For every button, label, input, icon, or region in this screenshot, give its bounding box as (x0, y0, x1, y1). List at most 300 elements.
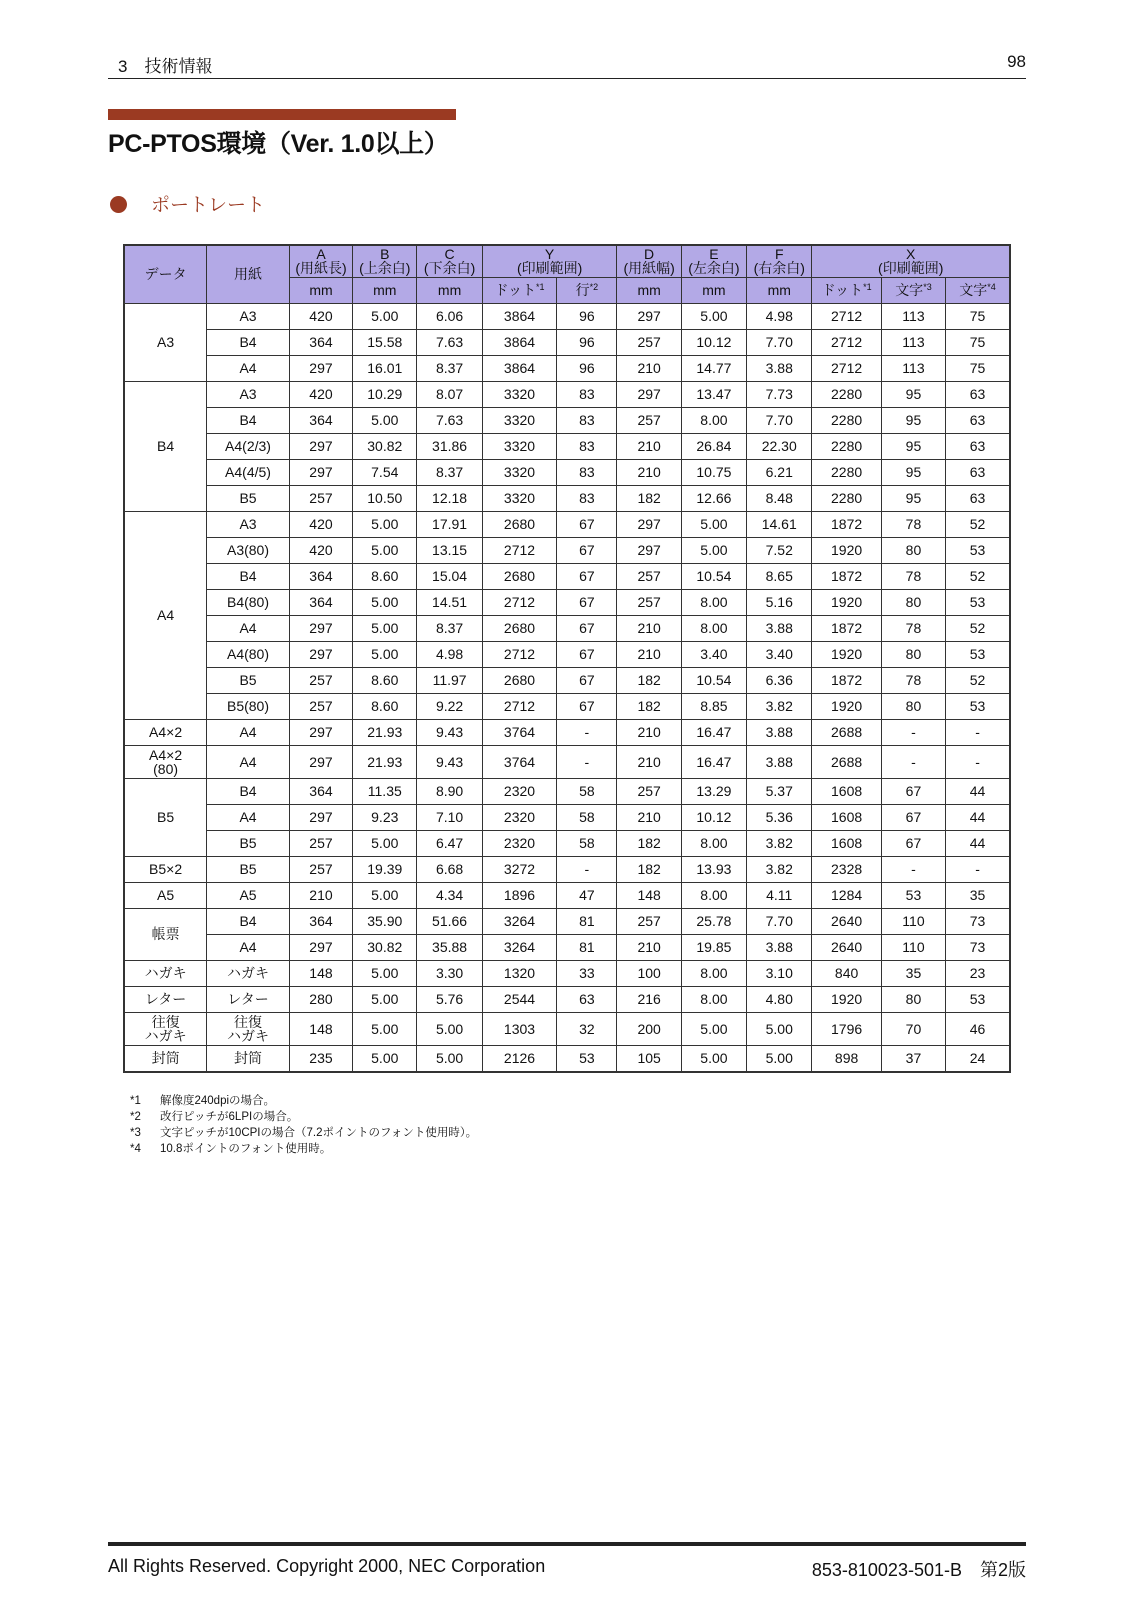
value-cell: 364 (289, 589, 352, 615)
value-cell: 1608 (812, 830, 881, 856)
value-cell: 182 (617, 830, 681, 856)
value-cell: 8.60 (353, 693, 417, 719)
value-cell: 210 (617, 934, 681, 960)
value-cell: 8.37 (417, 615, 482, 641)
unit-header: mm (417, 277, 482, 303)
value-cell: 26.84 (681, 433, 746, 459)
value-cell: 63 (557, 986, 617, 1012)
value-cell: 2688 (812, 745, 881, 778)
table-row (124, 459, 1010, 485)
value-cell: 5.00 (353, 589, 417, 615)
table-row (124, 355, 1010, 381)
paper-cell: A4 (207, 719, 290, 745)
value-cell: 1303 (482, 1012, 557, 1045)
value-cell: 1872 (812, 667, 881, 693)
paper-cell: B5 (207, 830, 290, 856)
value-cell: 9.22 (417, 693, 482, 719)
table-row (124, 986, 1010, 1012)
value-cell: 5.00 (353, 511, 417, 537)
value-cell: 8.85 (681, 693, 746, 719)
value-cell: 297 (289, 355, 352, 381)
value-cell: 113 (881, 355, 945, 381)
value-cell: 3320 (482, 433, 557, 459)
value-cell: 58 (557, 778, 617, 804)
value-cell: 9.43 (417, 719, 482, 745)
value-cell: 83 (557, 433, 617, 459)
value-cell: 51.66 (417, 908, 482, 934)
value-cell: 3764 (482, 745, 557, 778)
paper-cell: A4 (207, 804, 290, 830)
value-cell: 2712 (482, 641, 557, 667)
value-cell: 3264 (482, 908, 557, 934)
value-cell: 2712 (482, 693, 557, 719)
value-cell: 5.36 (747, 804, 812, 830)
value-cell: 210 (617, 615, 681, 641)
value-cell: 63 (946, 459, 1010, 485)
table-row (124, 407, 1010, 433)
col-header-d: D (用紙幅) (617, 245, 681, 277)
value-cell: 1284 (812, 882, 881, 908)
value-cell: 5.00 (417, 1045, 482, 1072)
table-row (124, 719, 1010, 745)
value-cell: 32 (557, 1012, 617, 1045)
value-cell: 7.70 (747, 908, 812, 934)
value-cell: 8.00 (681, 882, 746, 908)
page-number: 98 (1007, 52, 1026, 71)
value-cell: 3.10 (747, 960, 812, 986)
value-cell: 44 (946, 830, 1010, 856)
value-cell: 96 (557, 355, 617, 381)
value-cell: 83 (557, 381, 617, 407)
value-cell: 5.00 (417, 1012, 482, 1045)
value-cell: 63 (946, 381, 1010, 407)
value-cell: 19.39 (353, 856, 417, 882)
value-cell: 2712 (812, 303, 881, 329)
unit-header: mm (353, 277, 417, 303)
table-row (124, 882, 1010, 908)
paper-cell: B4 (207, 407, 290, 433)
paper-cell: B4(80) (207, 589, 290, 615)
value-cell: 67 (557, 693, 617, 719)
value-cell: 5.37 (747, 778, 812, 804)
value-cell: 3.30 (417, 960, 482, 986)
value-cell: 257 (617, 329, 681, 355)
table-row (124, 381, 1010, 407)
bullet-icon (110, 196, 127, 213)
col-header-b: B (上余白) (353, 245, 417, 277)
value-cell: 2712 (482, 537, 557, 563)
data-group-label: A4×2 (80) (124, 745, 207, 778)
value-cell: 8.00 (681, 830, 746, 856)
table-row (124, 934, 1010, 960)
value-cell: 58 (557, 804, 617, 830)
unit-header: 行$^{*2}$ (557, 277, 617, 303)
value-cell: 257 (617, 563, 681, 589)
paper-cell: A3 (207, 381, 290, 407)
document-number: 853-810023-501-B 第2版 (811, 1560, 1026, 1580)
table-row (124, 1045, 1010, 1072)
unit-header: mm (747, 277, 812, 303)
value-cell: 5.00 (353, 407, 417, 433)
data-group-label: A4×2 (124, 719, 207, 745)
paper-cell: B5 (207, 485, 290, 511)
value-cell: 95 (881, 433, 945, 459)
value-cell: 5.00 (681, 537, 746, 563)
value-cell: 52 (946, 511, 1010, 537)
value-cell: 8.48 (747, 485, 812, 511)
value-cell: 78 (881, 563, 945, 589)
value-cell: 83 (557, 485, 617, 511)
value-cell: 96 (557, 303, 617, 329)
value-cell: 297 (617, 381, 681, 407)
value-cell: 95 (881, 485, 945, 511)
value-cell: 113 (881, 329, 945, 355)
value-cell: 2280 (812, 433, 881, 459)
value-cell: 7.10 (417, 804, 482, 830)
value-cell: 22.30 (747, 433, 812, 459)
paper-cell: B4 (207, 778, 290, 804)
value-cell: 95 (881, 459, 945, 485)
value-cell: 364 (289, 778, 352, 804)
table-row (124, 537, 1010, 563)
value-cell: 297 (289, 615, 352, 641)
paper-cell: ハガキ (207, 960, 290, 986)
value-cell: 840 (812, 960, 881, 986)
value-cell: 5.00 (681, 303, 746, 329)
value-cell: 16.47 (681, 745, 746, 778)
value-cell: 67 (557, 641, 617, 667)
value-cell: 364 (289, 329, 352, 355)
value-cell: 364 (289, 407, 352, 433)
value-cell: 210 (289, 882, 352, 908)
table-row (124, 667, 1010, 693)
value-cell: 5.00 (353, 960, 417, 986)
value-cell: 80 (881, 641, 945, 667)
value-cell: 3320 (482, 381, 557, 407)
value-cell: 5.16 (747, 589, 812, 615)
value-cell: 5.00 (681, 1045, 746, 1072)
margin-spec-table (123, 244, 1011, 1073)
table-row (124, 830, 1010, 856)
value-cell: 2680 (482, 563, 557, 589)
table-row (124, 745, 1010, 778)
value-cell: 257 (617, 589, 681, 615)
table-row (124, 329, 1010, 355)
table-row (124, 1012, 1010, 1045)
col-header-paper: 用紙 (207, 245, 290, 303)
table-row (124, 641, 1010, 667)
value-cell: 4.34 (417, 882, 482, 908)
value-cell: - (557, 719, 617, 745)
value-cell: 80 (881, 537, 945, 563)
value-cell: 75 (946, 303, 1010, 329)
value-cell: 44 (946, 804, 1010, 830)
value-cell: 7.63 (417, 329, 482, 355)
paper-cell: B4 (207, 329, 290, 355)
paper-cell: 往復 ハガキ (207, 1012, 290, 1045)
value-cell: 12.66 (681, 485, 746, 511)
value-cell: 81 (557, 908, 617, 934)
value-cell: 3864 (482, 355, 557, 381)
value-cell: 15.04 (417, 563, 482, 589)
col-header-c: C (下余白) (417, 245, 482, 277)
table-row (124, 693, 1010, 719)
value-cell: 63 (946, 485, 1010, 511)
value-cell: 4.11 (747, 882, 812, 908)
value-cell: 5.00 (353, 986, 417, 1012)
value-cell: - (557, 856, 617, 882)
value-cell: 3.82 (747, 830, 812, 856)
unit-header: mm (617, 277, 681, 303)
value-cell: 3.88 (747, 719, 812, 745)
value-cell: 2280 (812, 485, 881, 511)
value-cell: 1872 (812, 511, 881, 537)
value-cell: 5.00 (353, 615, 417, 641)
value-cell: - (557, 745, 617, 778)
value-cell: 14.51 (417, 589, 482, 615)
value-cell: 9.23 (353, 804, 417, 830)
value-cell: 200 (617, 1012, 681, 1045)
value-cell: 1920 (812, 641, 881, 667)
value-cell: - (881, 719, 945, 745)
value-cell: 297 (289, 745, 352, 778)
value-cell: 5.00 (353, 830, 417, 856)
value-cell: 148 (289, 1012, 352, 1045)
value-cell: 3320 (482, 459, 557, 485)
table-row (124, 804, 1010, 830)
table-row (124, 433, 1010, 459)
value-cell: 67 (557, 589, 617, 615)
value-cell: 7.70 (747, 329, 812, 355)
col-header-x: X (印刷範囲) (812, 245, 1010, 277)
copyright-text: All Rights Reserved. Copyright 2000, NEC Corporation (108, 1556, 546, 1576)
value-cell: 235 (289, 1045, 352, 1072)
table-row (124, 485, 1010, 511)
value-cell: 113 (881, 303, 945, 329)
value-cell: 80 (881, 986, 945, 1012)
value-cell: 210 (617, 433, 681, 459)
data-group-label: 封筒 (124, 1045, 207, 1072)
chapter-title: 3 技術情報 (118, 57, 213, 76)
value-cell: 364 (289, 563, 352, 589)
value-cell: 13.29 (681, 778, 746, 804)
value-cell: 2280 (812, 459, 881, 485)
value-cell: 67 (557, 615, 617, 641)
value-cell: 8.00 (681, 589, 746, 615)
data-group-label: A3 (124, 303, 207, 381)
value-cell: 2712 (482, 589, 557, 615)
paper-cell: A4(80) (207, 641, 290, 667)
table-row (124, 615, 1010, 641)
value-cell: 280 (289, 986, 352, 1012)
value-cell: 53 (946, 537, 1010, 563)
value-cell: 257 (617, 778, 681, 804)
value-cell: 7.70 (747, 407, 812, 433)
value-cell: 15.58 (353, 329, 417, 355)
value-cell: 6.06 (417, 303, 482, 329)
value-cell: - (946, 719, 1010, 745)
value-cell: 5.00 (681, 1012, 746, 1045)
value-cell: 5.00 (353, 537, 417, 563)
footnote: *1 解像度240dpiの場合。 (130, 1095, 276, 1107)
value-cell: 3.82 (747, 693, 812, 719)
value-cell: 182 (617, 856, 681, 882)
value-cell: 1920 (812, 693, 881, 719)
value-cell: 148 (617, 882, 681, 908)
value-cell: 95 (881, 381, 945, 407)
value-cell: 3.82 (747, 856, 812, 882)
value-cell: 8.65 (747, 563, 812, 589)
value-cell: 81 (557, 934, 617, 960)
value-cell: 210 (617, 745, 681, 778)
value-cell: 44 (946, 778, 1010, 804)
value-cell: 53 (946, 641, 1010, 667)
paper-cell: B4 (207, 908, 290, 934)
paper-cell: A4 (207, 615, 290, 641)
unit-header: mm (289, 277, 352, 303)
paper-cell: A3 (207, 511, 290, 537)
value-cell: 67 (557, 537, 617, 563)
value-cell: - (881, 856, 945, 882)
value-cell: 8.60 (353, 563, 417, 589)
value-cell: 73 (946, 908, 1010, 934)
value-cell: 420 (289, 381, 352, 407)
value-cell: 297 (289, 934, 352, 960)
page-header (108, 48, 1026, 79)
value-cell: 8.37 (417, 355, 482, 381)
value-cell: 110 (881, 934, 945, 960)
value-cell: 1920 (812, 986, 881, 1012)
page-footer (108, 1542, 1026, 1580)
value-cell: 95 (881, 407, 945, 433)
value-cell: 30.82 (353, 934, 417, 960)
value-cell: 16.47 (681, 719, 746, 745)
value-cell: 2320 (482, 804, 557, 830)
value-cell: 80 (881, 589, 945, 615)
value-cell: 3.88 (747, 615, 812, 641)
value-cell: 70 (881, 1012, 945, 1045)
value-cell: 67 (557, 563, 617, 589)
value-cell: 420 (289, 303, 352, 329)
table-header (124, 245, 1010, 303)
value-cell: 83 (557, 407, 617, 433)
value-cell: 2328 (812, 856, 881, 882)
data-group-label: B5 (124, 778, 207, 856)
data-group-label: ハガキ (124, 960, 207, 986)
value-cell: 297 (617, 511, 681, 537)
value-cell: 14.61 (747, 511, 812, 537)
value-cell: 8.07 (417, 381, 482, 407)
value-cell: 2280 (812, 407, 881, 433)
value-cell: 3.88 (747, 745, 812, 778)
value-cell: 4.80 (747, 986, 812, 1012)
value-cell: 216 (617, 986, 681, 1012)
unit-header: 文字$^{*4}$ (946, 277, 1010, 303)
value-cell: 2680 (482, 615, 557, 641)
data-group-label: レター (124, 986, 207, 1012)
value-cell: 46 (946, 1012, 1010, 1045)
value-cell: 3272 (482, 856, 557, 882)
value-cell: 257 (289, 830, 352, 856)
value-cell: 73 (946, 934, 1010, 960)
value-cell: 21.93 (353, 745, 417, 778)
value-cell: 78 (881, 615, 945, 641)
value-cell: - (946, 856, 1010, 882)
value-cell: 10.54 (681, 667, 746, 693)
value-cell: 47 (557, 882, 617, 908)
value-cell: 297 (289, 459, 352, 485)
col-header-a: A (用紙長) (289, 245, 352, 277)
value-cell: 37 (881, 1045, 945, 1072)
paper-cell: B4 (207, 563, 290, 589)
value-cell: 7.63 (417, 407, 482, 433)
value-cell: 7.52 (747, 537, 812, 563)
value-cell: 75 (946, 329, 1010, 355)
value-cell: 35 (881, 960, 945, 986)
value-cell: 110 (881, 908, 945, 934)
paper-cell: 封筒 (207, 1045, 290, 1072)
value-cell: 5.00 (353, 1045, 417, 1072)
section-heading-text: ポートレート (151, 195, 266, 216)
value-cell: 53 (946, 986, 1010, 1012)
value-cell: 1796 (812, 1012, 881, 1045)
value-cell: 3.40 (747, 641, 812, 667)
value-cell: 11.35 (353, 778, 417, 804)
value-cell: 8.00 (681, 960, 746, 986)
paper-cell: A4 (207, 934, 290, 960)
value-cell: 3864 (482, 329, 557, 355)
value-cell: 6.21 (747, 459, 812, 485)
value-cell: 33 (557, 960, 617, 986)
value-cell: 5.00 (681, 511, 746, 537)
value-cell: 17.91 (417, 511, 482, 537)
data-group-label: 往復 ハガキ (124, 1012, 207, 1045)
value-cell: 4.98 (417, 641, 482, 667)
value-cell: 3320 (482, 407, 557, 433)
col-header-e: E (左余白) (681, 245, 746, 277)
value-cell: 2712 (812, 329, 881, 355)
value-cell: 210 (617, 804, 681, 830)
value-cell: 10.75 (681, 459, 746, 485)
value-cell: 182 (617, 485, 681, 511)
paper-cell: レター (207, 986, 290, 1012)
table-row (124, 511, 1010, 537)
value-cell: 257 (617, 908, 681, 934)
value-cell: 10.54 (681, 563, 746, 589)
value-cell: 16.01 (353, 355, 417, 381)
unit-header: ドット$^{*1}$ (482, 277, 557, 303)
value-cell: 10.29 (353, 381, 417, 407)
section-heading (110, 190, 265, 217)
value-cell: 58 (557, 830, 617, 856)
value-cell: 13.47 (681, 381, 746, 407)
table-row (124, 589, 1010, 615)
paper-cell: B5 (207, 667, 290, 693)
value-cell: 67 (881, 778, 945, 804)
value-cell: 5.00 (353, 641, 417, 667)
footnote: *4 10.8ポイントのフォント使用時。 (130, 1143, 332, 1155)
value-cell: 67 (881, 804, 945, 830)
col-header-f: F (右余白) (747, 245, 812, 277)
data-group-label: 帳票 (124, 908, 207, 960)
value-cell: 297 (289, 719, 352, 745)
table-row (124, 563, 1010, 589)
value-cell: 2320 (482, 778, 557, 804)
value-cell: 5.76 (417, 986, 482, 1012)
value-cell: 257 (289, 856, 352, 882)
value-cell: 8.90 (417, 778, 482, 804)
value-cell: 1608 (812, 778, 881, 804)
